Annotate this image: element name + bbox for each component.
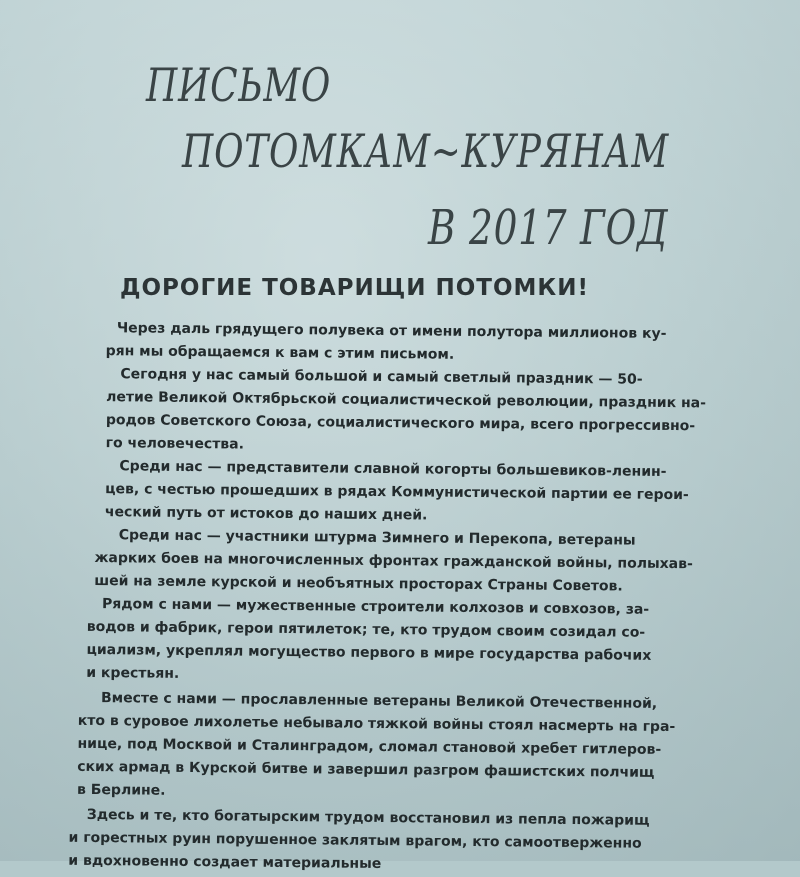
letter-body — [0, 318, 800, 873]
body-line-10: Среди нас — участники штурма Зимнего и Перекопа, ветераны — [118, 527, 636, 549]
body-line-20: ских армад в Курской битве и завершил разгром фашистских полчищ — [77, 758, 655, 781]
greeting-heading: ДОРОГИЕ ТОВАРИЩИ ПОТОМКИ! — [120, 275, 589, 301]
body-line-22: Здесь и те, кто богатырским трудом восстановил из пепла пожарищ — [86, 806, 650, 829]
body-line-2: рян мы обращаемся к вам с этим письмом. — [105, 343, 455, 363]
body-line-1: Через даль грядущего полувека от имени полутора миллионов ку- — [116, 320, 667, 342]
body-line-13: Рядом с нами — мужественные строители колхозов и совхозов, за- — [101, 596, 650, 618]
body-line-18: кто в суровое лихолетье небывало тяжкой войны стоял насмерть на гра- — [77, 712, 676, 736]
body-line-7: Среди нас — представители славной когорты большевиков-ленин- — [119, 458, 667, 480]
body-line-4: летие Великой Октябрьской социалистической революции, праздник на- — [106, 389, 707, 412]
body-line-24: и вдохновенно создает материальные — [68, 852, 382, 873]
body-line-14: водов и фабрик, герои пятилеток; те, кто трудом своим созидал со- — [86, 618, 646, 641]
body-line-9: ческий путь от истоков до наших дней. — [104, 504, 428, 524]
body-line-6: го человечества. — [105, 435, 245, 453]
title-line-1: ПИСЬМО — [146, 58, 332, 112]
body-line-8: цев, с честью прошедших в рядах Коммунистической партии ее герои- — [105, 481, 689, 504]
body-line-19: нице, под Москвой и Сталинградом, сломал становой хребет гитлеров- — [77, 735, 662, 758]
title-line-3: В 2017 ГОД — [428, 200, 669, 256]
body-line-5: родов Советского Союза, социалистического мира, всего прогрессивно- — [105, 412, 696, 435]
body-line-21: в Берлине. — [76, 781, 166, 799]
body-line-3: Сегодня у нас самый большой и самый светлый праздник — 50- — [120, 366, 643, 388]
body-line-16: и крестьян. — [86, 664, 180, 682]
body-line-17: Вместе с нами — прославленные ветераны Великой Отечественной, — [100, 690, 658, 712]
body-line-15: циализм, укреплял могущество первого в мире государства рабочих — [86, 641, 652, 664]
body-line-23: и горестных руин порушенное заклятым врагом, кто самоотверженно — [68, 829, 642, 852]
body-line-12: шей на земле курской и необъятных просторах Страны Советов. — [94, 573, 623, 595]
title-line-2: ПОТОМКАМ~КУРЯНАМ — [182, 124, 670, 178]
body-line-11: жарких боев на многочисленных фронтах гражданской войны, полыхав- — [94, 550, 693, 573]
